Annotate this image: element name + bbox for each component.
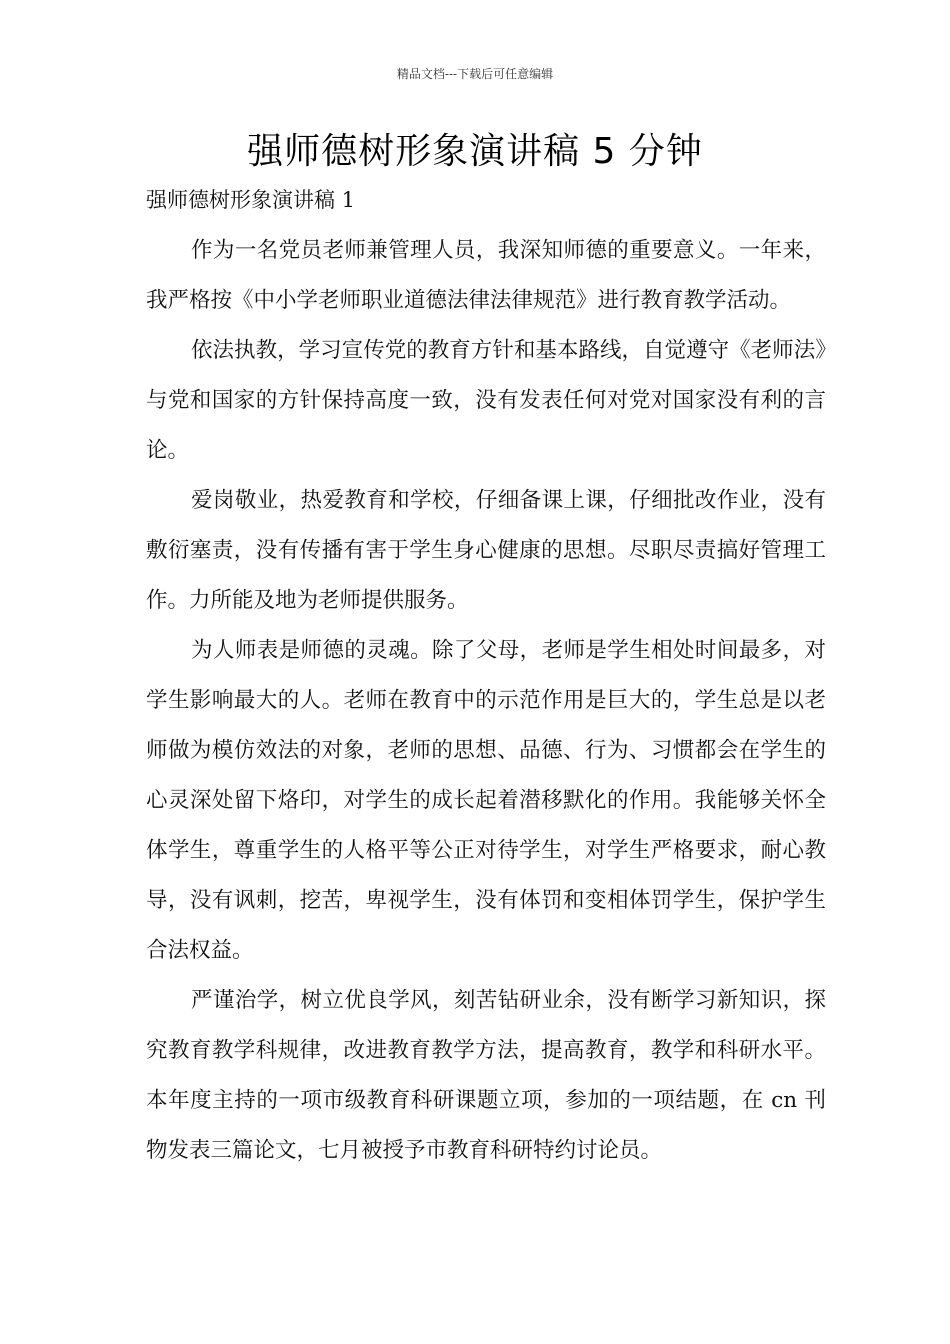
paragraph: 作为一名党员老师兼管理人员，我深知师德的重要意义。一年来，我严格按《中小学老师职业道德法律法律规范》进行教育教学活动。: [146, 238, 826, 313]
paragraph: 爱岗敬业，热爱教育和学校，仔细备课上课，仔细批改作业，没有敷衍塞责，没有传播有害于学生身心健康的思想。尽职尽责搞好管理工作。力所能及地为老师提供服务。: [146, 488, 826, 613]
document-title: 强师德树形象演讲稿 5 分钟: [247, 131, 703, 172]
paragraph: 依法执教，学习宣传党的教育方针和基本路线，自觉遵守《老师法》与党和国家的方针保持高度一致，没有发表任何对党对国家没有利的言论。: [146, 338, 826, 463]
paragraph: 为人师表是师德的灵魂。除了父母，老师是学生相处时间最多，对学生影响最大的人。老师在教育中的示范作用是巨大的，学生总是以老师做为模仿效法的对象，老师的思想、品德、行为、习惯都会在学生的心灵深处留下烙印，对学生的成长起着潜移默化的作用。我能够关怀全体学生，尊重学生的人格平等公正对待学生，对学生严格要求，耐心教导，没有讽刺，挖苦，卑视学生，没有体罚和变相体罚学生，保护学生合法权益。: [146, 638, 826, 963]
header-note: 精品文档---下载后可任意编辑: [396, 67, 554, 81]
paragraph: 严谨治学，树立优良学风，刻苦钻研业余，没有断学习新知识，探究教育教学科规律，改进教育教学方法，提高教育，教学和科研水平。本年度主持的一项市级教育科研课题立项，参加的一项结题，在 cn 刊物发表三篇论文，七月被授予市教育科研特约讨论员。: [146, 988, 826, 1163]
document-body: [146, 226, 826, 1176]
section-subtitle: 强师德树形象演讲稿 1: [146, 188, 356, 212]
